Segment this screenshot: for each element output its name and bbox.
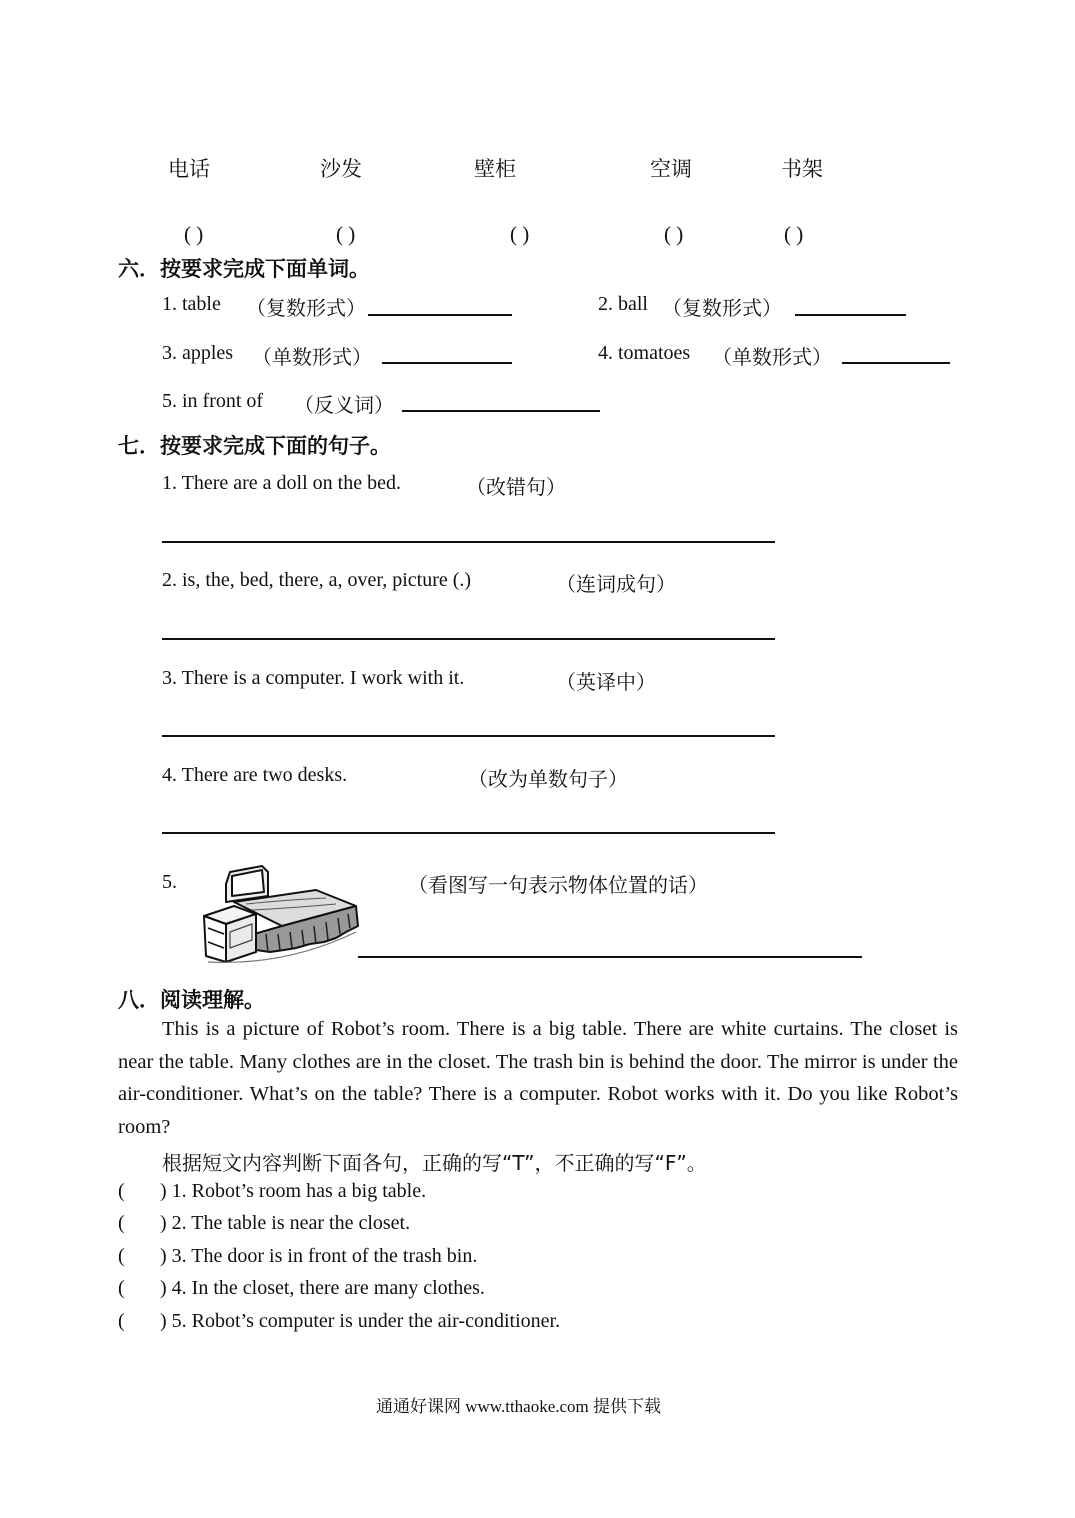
s6-item5-note: （反义词） [294,393,394,417]
answer-blank-2[interactable]: ( ) [336,222,356,246]
s7-item5-text: 5. [162,871,177,893]
answer-blank-1[interactable]: ( ) [184,222,204,246]
s7-item3-answer-line[interactable] [162,735,775,737]
s6-item3-answer-line[interactable] [382,362,512,364]
s6-item2-word: 2. ball [598,293,648,315]
s6-item3-note: （单数形式） [252,345,372,369]
tf-statement-4: ) 4. In the closet, there are many clothes. [160,1277,485,1299]
s7-item4-text: 4. There are two desks. [162,764,348,786]
section7-title: 七．按要求完成下面的句子。 [118,434,391,458]
tf-statement-2: ) 2. The table is near the closet. [160,1212,411,1234]
s7-item1-text: 1. There are a doll on the bed. [162,472,401,494]
tf-paren-3[interactable]: ( [118,1245,125,1267]
s6-item1-word: 1. table [162,293,221,315]
s7-item2-note: （连词成句） [556,572,676,596]
answer-blank-4[interactable]: ( ) [664,222,684,246]
bed-nightstand-illustration [196,862,364,966]
word-bookshelf: 书架 [781,157,823,181]
s6-item1-note: （复数形式） [246,296,366,320]
s7-item3-note: （英译中） [556,670,656,694]
word-sofa: 沙发 [320,157,362,181]
s7-item5-note: （看图写一句表示物体位置的话） [408,873,708,897]
word-closet: 壁柜 [474,157,516,181]
word-air-conditioner: 空调 [650,157,692,181]
s6-item4-note: （单数形式） [712,345,832,369]
s7-item2-text: 2. is, the, bed, there, a, over, picture (.) [162,569,472,591]
s7-item4-note: （改为单数句子） [468,767,628,791]
tf-instruction: 根据短文内容判断下面各句，正确的写“T”，不正确的写“F”。 [162,1151,707,1175]
answer-blank-5[interactable]: ( ) [784,222,804,246]
tf-paren-4[interactable]: ( [118,1277,125,1299]
s6-item4-word: 4. tomatoes [598,342,691,364]
s6-item3-word: 3. apples [162,342,234,364]
footer-credit: 通通好课网 www.tthaoke.com 提供下载 [376,1397,662,1416]
tf-statement-1: ) 1. Robot’s room has a big table. [160,1180,427,1202]
s6-item2-answer-line[interactable] [795,314,906,316]
answer-blank-3[interactable]: ( ) [510,222,530,246]
s7-item3-text: 3. There is a computer. I work with it. [162,667,465,689]
s7-item1-note: （改错句） [466,475,566,499]
s7-item5-answer-line[interactable] [358,956,862,958]
s7-item2-answer-line[interactable] [162,638,775,640]
s6-item4-answer-line[interactable] [842,362,950,364]
tf-paren-1[interactable]: ( [118,1180,125,1202]
s7-item4-answer-line[interactable] [162,832,775,834]
s7-item1-answer-line[interactable] [162,541,775,543]
s6-item5-answer-line[interactable] [402,410,600,412]
tf-paren-2[interactable]: ( [118,1212,125,1234]
s6-item1-answer-line[interactable] [368,314,512,316]
section8-title: 八．阅读理解。 [118,988,265,1012]
tf-statement-5: ) 5. Robot’s computer is under the air-conditioner. [160,1310,561,1332]
reading-passage [118,1013,958,1143]
word-telephone: 电话 [168,157,210,181]
tf-statement-3: ) 3. The door is in front of the trash bin. [160,1245,478,1267]
section6-title: 六．按要求完成下面单词。 [118,257,370,281]
tf-paren-5[interactable]: ( [118,1310,125,1332]
s6-item2-note: （复数形式） [662,296,782,320]
s6-item5-word: 5. in front of [162,390,264,412]
reading-passage-text: This is a picture of Robot’s room. There is a big table. There are white curtains. The closet is near the table. Many clothes are in the closet. The trash bin is behind the door. The mirror is under the air-conditioner. What’s on the table? There is a computer. Robot works with it. Do you like Robot’s room? [118,1018,958,1138]
